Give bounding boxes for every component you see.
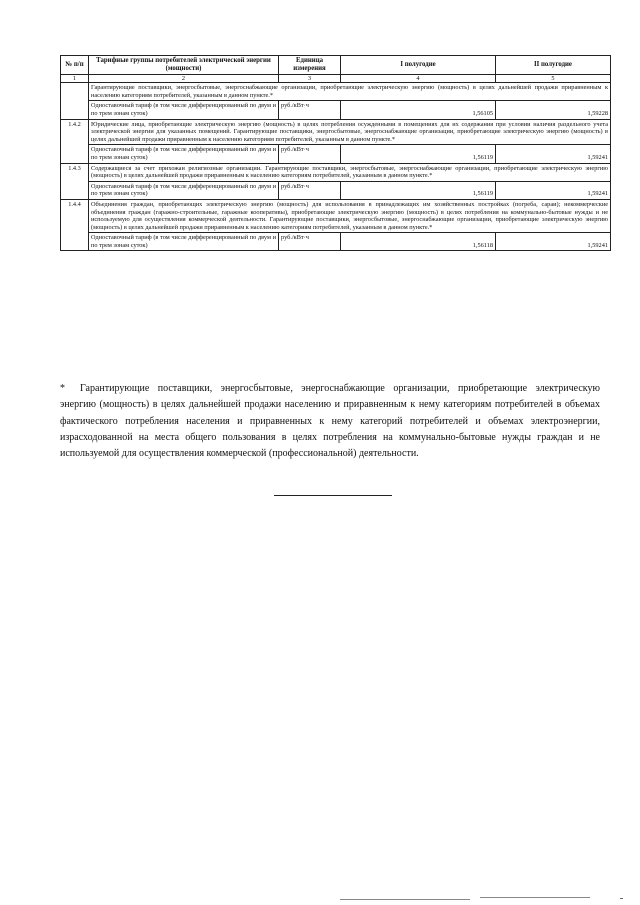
header-row	[61, 56, 611, 75]
row-number: 1.4.4	[61, 199, 89, 251]
signature-divider	[274, 495, 392, 496]
tariff-value-second-half: 1,59241	[496, 233, 611, 251]
bottom-divider	[480, 897, 590, 898]
section-description: Юридические лица, приобретающие электрическую энергию (мощность) в целях потребления осужденными в помещениях для их содержания при условии наличия раздельного учета электрической энергии для указанных помещений. Гарантирующие поставщики, энергосбытовые, энергоснабжающие организации, приобретающие электрическую энергию (мощность) в целях дальнейшей продажи приравненным к населению категориям потребителей, указанным в данном пункте.*	[89, 119, 611, 145]
scan-mark	[620, 898, 623, 899]
tariff-unit: руб./кВт·ч	[279, 145, 341, 163]
section-description: Объединения граждан, приобретающих электрическую энергию (мощность) для использования в принадлежащих им хозяйственных постройках (погреба, сараи); некоммерческие объединения граждан (гаражно-строительные, гаражные кооперативы), приобретающие электрическую энергию (мощность) в целях потребления на коммунально-бытовые нужды и не используемую для осуществления коммерческой деятельности. Гарантирующие поставщики, энергосбытовые, энергоснабжающие организации, приобретающие электрическую энергию (мощность) в целях дальнейшей продажи приравненным к населению категориям потребителей, указанным в данном пункте.*	[89, 199, 611, 232]
tariff-value-second-half: 1,59241	[496, 145, 611, 163]
tariff-value-first-half: 1,56119	[341, 145, 496, 163]
header-groups: Тарифные группы потребителей электрической энергии (мощности)	[89, 56, 279, 75]
tariff-value-first-half: 1,56118	[341, 233, 496, 251]
tariff-row	[61, 145, 611, 163]
tariff-type: Одноставочный тариф (в том числе дифференцированный по двум и по трем зонам суток)	[89, 181, 279, 199]
section-description: Гарантирующие поставщики, энергосбытовые, энергоснабжающие организации, приобретающие электрическую энергию (мощность) в целях дальнейшей продажи приравненным к населению категориям потребителей, указанным в данном пункте.*	[89, 83, 611, 101]
section-description-row	[61, 163, 611, 181]
tariff-row	[61, 181, 611, 199]
tariff-table	[60, 55, 611, 251]
row-number	[61, 83, 89, 119]
header-first-half: I полугодие	[341, 56, 496, 75]
section-description-row	[61, 119, 611, 145]
bottom-divider	[340, 899, 470, 900]
tariff-unit: руб./кВт·ч	[279, 233, 341, 251]
tariff-value-second-half: 1,59241	[496, 181, 611, 199]
tariff-type: Одноставочный тариф (в том числе дифференцированный по двум и по трем зонам суток)	[89, 101, 279, 119]
section-description: Содержащиеся за счет прихожан религиозные организации. Гарантирующие поставщики, энергосбытовые, энергоснабжающие организации, приобретающие электрическую энергию (мощность) в целях дальнейшей продажи приравненным к населению категориям потребителей, указанным в данном пункте.*	[89, 163, 611, 181]
tariff-type: Одноставочный тариф (в том числе дифференцированный по двум и по трем зонам суток)	[89, 233, 279, 251]
column-number: 3	[279, 74, 341, 83]
section-description-row	[61, 199, 611, 232]
header-num: № п/п	[61, 56, 89, 75]
row-number: 1.4.2	[61, 119, 89, 163]
column-number: 1	[61, 74, 89, 83]
tariff-unit: руб./кВт·ч	[279, 101, 341, 119]
footnote	[60, 381, 600, 462]
tariff-row	[61, 101, 611, 119]
tariff-type: Одноставочный тариф (в том числе дифференцированный по двум и по трем зонам суток)	[89, 145, 279, 163]
header-unit: Единица измерения	[279, 56, 341, 75]
tariff-value-first-half: 1,56119	[341, 181, 496, 199]
footnote-text: Гарантирующие поставщики, энергосбытовые, энергоснабжающие организации, приобретающие электрическую энергию (мощность) в целях дальнейшей продажи населению и приравненным к нему категориям потребителей в объемах фактического потребления населения и приравненных к нему категорий потребителей и объемах электроэнергии, израсходованной на места общего пользования в целях потребления на коммунально-бытовые нужды граждан и не используемой для осуществления коммерческой (профессиональной) деятельности.	[60, 383, 600, 460]
tariff-row	[61, 233, 611, 251]
row-number: 1.4.3	[61, 163, 89, 199]
tariff-value-first-half: 1,56105	[341, 101, 496, 119]
column-number-row	[61, 74, 611, 83]
section-description-row	[61, 83, 611, 101]
column-number: 5	[496, 74, 611, 83]
footnote-marker: *	[60, 383, 65, 394]
column-number: 2	[89, 74, 279, 83]
column-number: 4	[341, 74, 496, 83]
tariff-unit: руб./кВт·ч	[279, 181, 341, 199]
tariff-value-second-half: 1,59228	[496, 101, 611, 119]
header-second-half: II полугодие	[496, 56, 611, 75]
